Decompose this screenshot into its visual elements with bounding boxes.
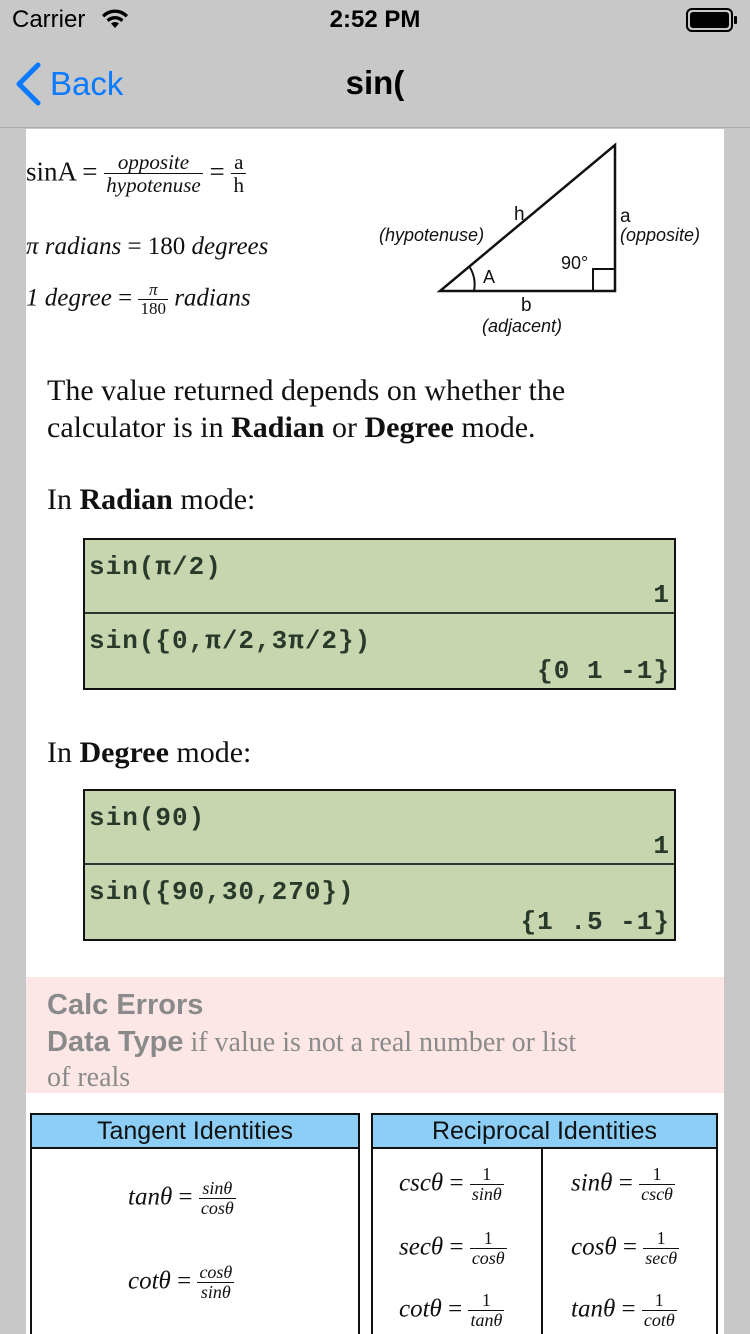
- triangle-outline: [440, 145, 615, 291]
- opposite-over-hypotenuse: $\frac{\text{opposite}}{\text{hypotenuse}}$: [106, 150, 201, 198]
- calc-output: 1: [653, 580, 670, 610]
- calc-errors-box: [26, 977, 724, 1093]
- right-triangle-diagram: [376, 137, 716, 337]
- sec-identity: secθ = $\frac{1}{\cos\theta}$: [399, 1228, 505, 1268]
- calc-output: 1: [653, 831, 670, 861]
- reciprocal-identities-table: [371, 1113, 718, 1334]
- calc-row: [85, 614, 674, 688]
- calc-input: sin(90): [89, 803, 206, 833]
- radian-mode-heading: In Radian mode:: [47, 483, 256, 516]
- status-bar: [0, 0, 750, 40]
- pi-over-180: $\frac{\pi}{180}$: [140, 280, 166, 318]
- triangle-90-label: 90°: [561, 253, 589, 273]
- tangent-identities-header: Tangent Identities: [32, 1115, 358, 1149]
- sine-definition-formula: sinA = $\frac{\text{opposite}}{\text{hypotenuse}}$ = $\frac{a}{h}$: [26, 150, 244, 198]
- help-content[interactable]: [26, 129, 724, 1334]
- degree-mode-heading: In Degree mode:: [47, 736, 252, 769]
- calc-output: {0 1 -1}: [537, 656, 670, 686]
- triangle-adjacent-label: (adjacent): [482, 316, 563, 336]
- calc-input: sin(π/2): [89, 552, 222, 582]
- battery-icon: [686, 8, 738, 32]
- data-type-error: Data Type if value is not a real number or list of reals: [47, 1026, 577, 1093]
- calc-input: sin({0,π/2,3π/2}): [89, 626, 372, 656]
- a-over-h: $\frac{a}{h}$: [233, 150, 244, 198]
- triangle-opposite-label: (opposite): [620, 225, 701, 245]
- calc-row: [85, 791, 674, 865]
- navigation-bar: [0, 40, 750, 128]
- back-label: Back: [50, 65, 124, 102]
- degree-calculator-screen: [83, 789, 676, 941]
- triangle-a-label: a: [620, 206, 631, 227]
- triangle-hypotenuse-label: (hypotenuse): [379, 225, 485, 245]
- tan-reciprocal-identity: tanθ = $\frac{1}{\cot\theta}$: [571, 1290, 675, 1330]
- calc-input: sin({90,30,270}): [89, 877, 355, 907]
- cot-reciprocal-identity: cotθ = $\frac{1}{\tan\theta}$: [399, 1290, 503, 1330]
- carrier-label: Carrier: [12, 6, 86, 33]
- calc-errors-title: Calc Errors: [47, 989, 204, 1021]
- calc-row: [85, 540, 674, 614]
- tan-identity: tanθ = $\frac{\sin\theta}{\cos\theta}$: [128, 1178, 234, 1218]
- calc-output: {1 .5 -1}: [520, 907, 670, 937]
- cot-identity: cotθ = $\frac{\cos\theta}{\sin\theta}$: [128, 1262, 233, 1302]
- triangle-A-label: A: [483, 267, 496, 287]
- mode-description: The value returned depends on whether the calculator is in Radian or Degree mode.: [47, 374, 566, 444]
- cos-reciprocal-identity: cosθ = $\frac{1}{\sec\theta}$: [571, 1228, 678, 1268]
- triangle-b-label: b: [521, 295, 532, 316]
- triangle-h-label: h: [514, 204, 525, 225]
- table-divider: [541, 1149, 543, 1334]
- clock-label: 2:52 PM: [329, 6, 421, 33]
- right-angle-mark: [593, 269, 615, 291]
- radian-calculator-screen: [83, 538, 676, 690]
- tangent-identities-table: [30, 1113, 360, 1334]
- csc-identity: cscθ = $\frac{1}{\sin\theta}$: [399, 1164, 502, 1204]
- page-title: sin(: [345, 64, 405, 101]
- sin-reciprocal-identity: sinθ = $\frac{1}{\csc\theta}$: [571, 1164, 673, 1204]
- reciprocal-identities-header: Reciprocal Identities: [373, 1115, 716, 1149]
- sinA-label: sinA: [26, 156, 76, 187]
- calc-row: [85, 865, 674, 939]
- degree-conversion-formula: 1 degree = $\frac{\pi}{180}$ radians: [26, 280, 251, 318]
- angle-arc: [469, 266, 475, 291]
- pi-radians-formula: π radians = 180 degrees: [26, 233, 269, 260]
